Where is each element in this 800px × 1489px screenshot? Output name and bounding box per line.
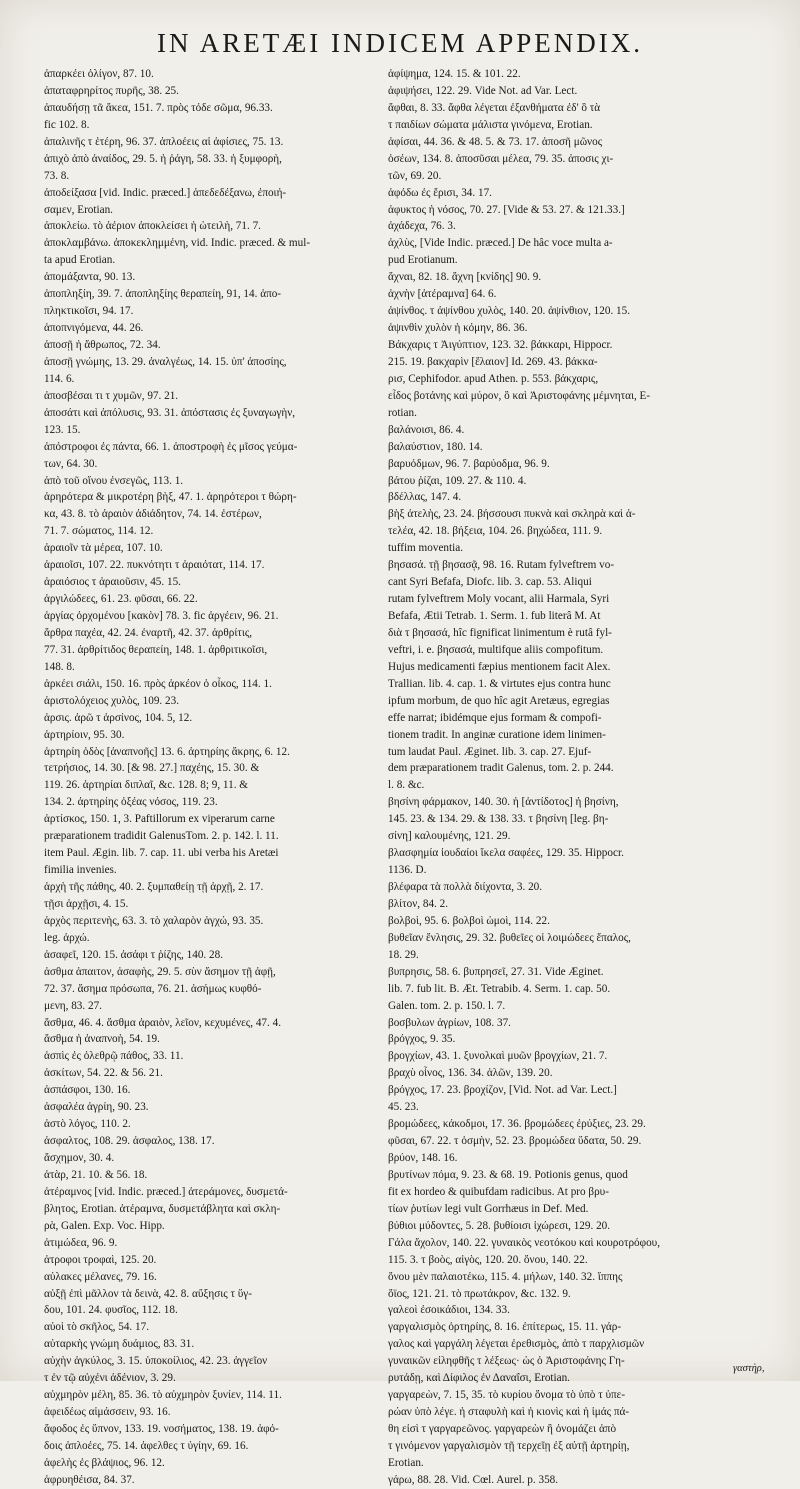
index-line: ἀποκλαμβάνω. ἀποκεκλημμένη, vid. Indic. præced. & mul- xyxy=(44,237,311,250)
index-line: ἀραιοῖσι, 107. 22. πυκνότητι τ ἀραιότατ, 114. 17. xyxy=(44,559,265,572)
index-line: ἀστὸ λόγος, 110. 2. xyxy=(44,1118,131,1131)
index-line: 114. 6. xyxy=(44,372,75,385)
index-line: τ παιδίων σώματα μάλιστα γινόμενα, Erotian. xyxy=(388,118,593,131)
index-line: veftri, i. e. βησασά, multifque aliis compofitum. xyxy=(388,643,604,656)
index-line: ἀχάδεχα, 76. 3. xyxy=(388,220,456,233)
index-line: βὴξ ἀτελὴς, 23. 24. βήσσουσι πυκνὰ καὶ σκληρὰ καὶ ἀ- xyxy=(388,508,636,521)
index-line: δοις ἀπλοέες, 75. 14. ἀφελθες τ ὑγίην, 69. 16. xyxy=(44,1439,249,1452)
index-line: fic 102. 8. xyxy=(44,118,90,131)
index-line: l. 8. &c. xyxy=(388,779,425,792)
index-line: ὀσέων, 134. 8. ἀποσῦσαι μέλεα, 79. 35. ἀποσις χι- xyxy=(388,152,614,165)
page-title: IN ARETÆI INDICEM APPENDIX. xyxy=(157,28,643,58)
index-line: γαλεοὶ ἐσοικάδιοι, 134. 33. xyxy=(388,1304,510,1317)
index-line: 73. 8. xyxy=(44,169,70,182)
index-line: γαργαρεὼν, 7. 15, 35. τὸ κυρίου ὄνομα τὸ ὑπὸ τ ὑπε- xyxy=(388,1389,626,1402)
index-line: ἀπιχὸ ἀπὸ ἀναίδος, 29. 5. ἡ ῥάγη, 58. 33. ἡ ξυμφορὴ, xyxy=(44,152,282,165)
index-line: ἀποσῇ ἡ ἄθρωπος, 72. 34. xyxy=(44,339,161,351)
catchword: γαστὴρ, xyxy=(733,1363,765,1374)
index-line: Befafa, Ætii Tetrab. 1. Serm. 1. fub literâ M. At xyxy=(388,610,601,622)
index-line: γαργαλισμὸς ὀρτηρίης, 8. 16. ἐπίτερως, 15. 11. γάρ- xyxy=(388,1321,622,1334)
index-line: ἀποσβέσαι τι τ χυμῶν, 97. 21. xyxy=(44,389,179,402)
index-line: effe narrat; ibidémque ejus formam & compofi- xyxy=(388,711,602,724)
index-line: 18. 29. xyxy=(388,948,419,961)
index-line: ἀτροφοι τροφαὶ, 125. 20. xyxy=(44,1253,157,1266)
index-line: φῦσαι, 67. 22. τ ὀσμὴν, 52. 23. βρομώδεα ὕδατα, 50. 29. xyxy=(388,1135,642,1148)
index-line: ἀρχὴ τῆς πάθης, 40. 2. ξυμπαθείῃ τῇ ἀρχῇ, 2. 17. xyxy=(44,881,264,893)
index-line: ἄχναι, 82. 18. ἄχνη [κνίδης] 90. 9. xyxy=(388,271,542,284)
index-line: tuffim moventia. xyxy=(388,542,463,555)
index-line: 148. 8. xyxy=(44,660,75,673)
index-line: βλίτον, 84. 2. xyxy=(388,897,449,910)
index-line: ἀργιλώδεες, 61. 23. φῦσαι, 66. 22. xyxy=(44,593,198,606)
index-line: ἀπὸ τοῦ οἴνου ἐνσεγῶς, 113. 1. xyxy=(44,474,184,487)
index-line: 115. 3. τ βοὸς, αἰγὸς, 120. 20. ὄνου, 140. 22. xyxy=(388,1253,588,1266)
index-line: βαλάνοισι, 86. 4. xyxy=(388,423,465,436)
index-line: ἀρτίσκος, 150. 1, 3. Paftillorum ex viperarum carne xyxy=(44,813,275,826)
index-line: ἀποπνιγόμενα, 44. 26. xyxy=(44,322,144,335)
index-line: ipfum morbum, de quo hîc agit Aretæus, egregias xyxy=(388,694,610,707)
index-line: τίων ῥυτίων legi vult Gorrhæus in Def. Med. xyxy=(388,1202,589,1215)
index-line: ρὰ, Galen. Exp. Voc. Hipp. xyxy=(44,1219,165,1232)
index-line: Trallian. lib. 4. cap. 1. & virtutes ejus contra hunc xyxy=(388,677,611,690)
index-line: βυπρησις, 58. 6. βυπρησεῖ, 27. 31. Vide Æginet. xyxy=(388,965,604,978)
index-line: 77. 31. ἀρθρίτιδος θεραπείη, 148. 1. ἀρθριτικοῖσι, xyxy=(44,643,268,656)
index-line: βρόγχος, 9. 35. xyxy=(388,1033,456,1046)
index-line: βολβοὶ, 95. 6. βολβοὶ ὠμοὶ, 114. 22. xyxy=(388,914,550,927)
index-line: ἀφυκτος ἡ νόσος, 70. 27. [Vide & 53. 27. & 121.33.] xyxy=(388,203,625,216)
index-line: τετρήσιος, 14. 30. [& 98. 27.] παχέης, 15. 30. & xyxy=(44,762,260,775)
index-line: βαλαύστιον, 180. 14. xyxy=(388,440,483,453)
index-line: βάτου ῥίζαι, 109. 27. & 110. 4. xyxy=(388,474,527,487)
right-column xyxy=(388,66,760,1489)
index-line: ρισ, Cephifodor. apud Athen. p. 553. βάκχαρις, xyxy=(388,372,599,385)
index-line: dem præparationem tradit Galenus, tom. 2. p. 244. xyxy=(388,762,614,775)
index-line: 1136. D. xyxy=(388,864,427,877)
index-line: ἀτὰρ, 21. 10. & 56. 18. xyxy=(44,1168,148,1181)
index-line: βρομώδεες, κάκοδμοι, 17. 36. βρομώδεες ἐρύξιες, 23. 29. xyxy=(388,1118,646,1131)
index-line: ἀφίσαι, 44. 36. & 48. 5. & 73. 17. ἀποσῆ μῶνος xyxy=(388,135,603,148)
index-line: 145. 23. & 134. 29. & 138. 33. τ βησίνη [leg. βη- xyxy=(388,813,609,826)
index-line: αὐξῇ ἐπὶ μᾶλλον τὰ δεινὰ, 42. 8. αὔξησις τ ὕγ- xyxy=(44,1287,252,1300)
index-line: fimilia invenies. xyxy=(44,864,117,877)
index-line: δου, 101. 24. φυσῖος, 112. 18. xyxy=(44,1304,178,1317)
index-line: βησίνη φάρμακον, 140. 30. ἡ [ἀντίδοτος] ἡ βησίνη, xyxy=(388,796,619,809)
index-line: ἄφοδος ἐς ὕπνον, 133. 19. νοσήματος, 138. 19. ἀφό- xyxy=(44,1423,279,1435)
index-line: ἀφρυηθέισα, 84. 37. xyxy=(44,1473,135,1486)
index-line: βοσβυλων ἀγρίων, 108. 37. xyxy=(388,1016,511,1029)
index-line: ἄσχημον, 30. 4. xyxy=(44,1152,115,1164)
index-line: ἀχλὺς, [Vide Indic. præced.] De hâc voce multa a- xyxy=(388,237,613,250)
index-line: rutam fylveftrem Moly vocant, alii Harmala, Syri xyxy=(388,593,610,606)
index-line: 215. 19. βακχαρὶν [ἔλαιον] Id. 269. 43. βάκκα- xyxy=(388,355,598,368)
index-line: ἀτέραμνος [vid. Indic. præced.] ἀτεράμονες, δυσμετά- xyxy=(44,1185,288,1198)
index-line: βρογχίων, 43. 1. ξυνολκαὶ μυῶν βρογχίων, 21. 7. xyxy=(388,1050,608,1063)
index-line: ἀψινθὶν χυλὸν ἡ κόμην, 86. 36. xyxy=(388,322,528,335)
index-line: βρόγχος, 17. 23. βροχίζον, [Vid. Not. ad Var. Lect.] xyxy=(388,1084,617,1097)
index-line: ρυτάδῃ, καὶ Δίφιλος ἐν Δαναΐσι, Erotian. xyxy=(388,1372,570,1385)
left-column xyxy=(44,66,384,1489)
index-line: εἶδος βοτάνης καὶ μύρον, ὃ καὶ Ἀριστοφάνης μέμνηται, E- xyxy=(388,389,651,402)
index-line: fit ex hordeo & quibufdam radicibus. At pro βρυ- xyxy=(388,1185,609,1198)
index-line: μενη, 83. 27. xyxy=(44,999,102,1012)
index-line: γαλος καὶ γαργάλη λέγεται ἐρεθισμὸς, ἀπὸ τ παρχλισμῶν xyxy=(388,1338,645,1351)
index-line: γάρω, 88. 28. Vid. Cœl. Aurel. p. 358. xyxy=(388,1473,559,1486)
index-line: διὰ τ βησασά, hîc fignificat linimentum è rutâ fyl- xyxy=(388,626,612,639)
index-line: αὐχὴν ἀγκύλος, 3. 15. ὑποκοίλιος, 42. 23. ἀγγεῖον xyxy=(44,1355,268,1368)
index-line: ἀπαυδήσῃ τᾶ ἄκεα, 151. 7. πρὸς τόδε σῶμα, 96.33. xyxy=(44,101,273,114)
index-line: ἀπαταφρηρίτος πυρῆς, 38. 25. xyxy=(44,84,179,97)
index-line: Erotian. xyxy=(388,1456,424,1469)
index-line: τ γινόμενον γαργαλισμὸν τῇ τερχεῖῃ ἐξ αὐτῇ ἀρτηρίῃ, xyxy=(388,1439,630,1452)
index-line: ὄϊος, 121. 21. τὸ πρωτάκρον, &c. 132. 9. xyxy=(388,1287,571,1300)
index-line: ἀψίνθος. τ ἀψίνθου χυλὸς, 140. 20. ἀψίνθιον, 120. 15. xyxy=(388,305,631,318)
index-line: 123. 15. xyxy=(44,423,81,436)
index-line: leg. ἀρχώ. xyxy=(44,931,90,944)
index-line: ἀσκίτων, 54. 22. & 56. 21. xyxy=(44,1067,163,1080)
index-line: βλητος, Erotian. ἀτέραμνα, δυσμετάβλητα καὶ σκλη- xyxy=(44,1202,281,1215)
index-line: τῇσι ἀρχῇσι, 4. 15. xyxy=(44,897,129,910)
index-line: ἀποπληξίη, 39. 7. ἀποπληξίης θεραπείη, 91, 14. ἀπο- xyxy=(44,288,282,301)
index-line: βησασά. τῇ βησασᾷ, 98. 16. Rutam fylveftrem vo- xyxy=(388,559,615,572)
index-line: ἀπαλινῆς τ ἑτέρη, 96. 37. ἀπλοέεις αἱ ἀφίσιες, 75. 13. xyxy=(44,135,284,148)
index-line: βαρυόδμων, 96. 7. βαρύοδμα, 96. 9. xyxy=(388,457,550,470)
index-line: ἀφελὴς ἐς βλάψιος, 96. 12. xyxy=(44,1456,165,1469)
index-line: κα, 43. 8. τὸ ἀραιὸν ἀδιάδητον, 74. 14. ἐστέρων, xyxy=(44,508,262,521)
index-line: Galen. tom. 2. p. 150. l. 7. xyxy=(388,999,506,1012)
index-line: præparationem tradidit GalenusTom. 2. p. 142. l. 11. xyxy=(44,830,279,843)
index-line: tionem tradit. In anginæ curatione idem linimen- xyxy=(388,728,606,741)
index-line: τῶν, 69. 20. xyxy=(388,169,442,182)
index-line: θη εἰσὶ τ γαργαρεῶνος. γαργαρεὼν ἢ ὀνομάζει ἀπὸ xyxy=(388,1423,617,1435)
index-line: τελέα, 42. 18. βήξεια, 104. 26. βηχώδεα, 111. 9. xyxy=(388,525,603,538)
index-line: ἀσπὶς ἐς ὀλεθρῷ πάθος, 33. 11. xyxy=(44,1050,184,1063)
index-line: ρώαν ὑπὸ λέγε. ἡ σταφυλὴ καὶ ἡ κιονὶς καὶ ἡ ἱμάς πά- xyxy=(388,1406,630,1419)
index-line: βδέλλας, 147. 4. xyxy=(388,491,462,504)
index-line: βραχὺ οἶνος, 136. 34. ἀλῶν, 139. 20. xyxy=(388,1067,553,1080)
index-line: ἀραιόσιος τ ἀραιοῦσιν, 45. 15. xyxy=(44,576,181,589)
index-line: ta apud Erotian. xyxy=(44,254,116,267)
index-line: ὄνου μὲν παλαιοτέκω, 115. 4. μήλων, 140. 32. ἵππης xyxy=(388,1270,623,1283)
index-line: ἄσθμα, 46. 4. ἄσθμα ἀραιὸν, λεῖον, κεχυμένες, 47. 4. xyxy=(44,1016,282,1029)
index-line: ἄσθμα ἡ ἀναπνοὴ, 54. 19. xyxy=(44,1033,160,1046)
index-line: 134. 2. ἀρτηρίης ὀξέας νόσος, 119. 23. xyxy=(44,796,218,809)
index-line: πληκτικοῖσι, 94. 17. xyxy=(44,305,134,318)
index-line: ἀποσῇ γνώμης, 13. 29. ἀναλγέως, 14. 15. ὑπ' ἀποσίης, xyxy=(44,355,287,368)
index-line: ἀποκλείω. τὸ ἀέριον ἀποκλείσει ἡ ὠτειλὴ, 71. 7. xyxy=(44,220,261,233)
index-line: Βάκχαρις τ Ἀιγύπτιον, 123. 32. βάκκαρι, Hippocr. xyxy=(388,339,613,351)
index-line: βλασφημία ἰουδαίοι ἴκελα σαφέες, 129. 35. Hippocr. xyxy=(388,847,624,860)
index-line: ἀρκέει σιάλι, 150. 16. πρὸς ἀρκέον ὁ οἶκος, 114. 1. xyxy=(44,677,272,690)
index-line: cant Syri Befafa, Diofc. lib. 3. cap. 53. Aliqui xyxy=(388,576,592,589)
index-line: ἀραιοῖν τὰ μέρεα, 107. 10. xyxy=(44,542,163,555)
index-line: ἀριστολόχειος χυλὸς, 109. 23. xyxy=(44,694,179,707)
index-line: ἀρχὸς περιτενὴς, 63. 3. τὸ χαλαρὸν ἀγχώ, 93. 35. xyxy=(44,914,264,927)
index-line: ἀσφαλέα ἀγρίη, 90. 23. xyxy=(44,1101,149,1114)
index-line: βρυτίνων πόμα, 9. 23. & 68. 19. Potionis genus, quod xyxy=(388,1168,628,1181)
index-line: ἀσπάσφοι, 130. 16. xyxy=(44,1084,131,1097)
index-line: 71. 7. σώματος, 114. 12. xyxy=(44,525,154,538)
index-line: των, 64. 30. xyxy=(44,457,98,470)
index-line: 45. 23. xyxy=(388,1101,419,1114)
index-line: αὐλακες μέλανες, 79. 16. xyxy=(44,1270,157,1283)
index-line: ἀποδείξασα [vid. Indic. præced.] ἀπεδεδέξανω, ἐποιή- xyxy=(44,186,287,199)
index-line: βύθιοι μύδοντες, 5. 28. βυθίοισι ἰχώρεσι, 129. 20. xyxy=(388,1219,611,1232)
index-line: ἀρηρότερα & μικροτέρη βὴξ, 47. 1. ἀρηρότεροι τ θώρη- xyxy=(44,491,297,504)
index-line: ἀφειδέως αἱμάσσειν, 93. 16. xyxy=(44,1406,171,1419)
index-line: ἄφθαι, 8. 33. ἄφθα λέγεται ἐξανθήματα ἐδ' ὃ τὰ xyxy=(388,101,601,114)
index-line: ἀσθμα ἀπαιτον, ἀσαφὴς, 29. 5. σὺν ἄσημον τῇ ἀφῇ, xyxy=(44,965,276,978)
index-line: ἀσφαλτος, 108. 29. ἀσφαλος, 138. 17. xyxy=(44,1135,215,1148)
index-line: σίνη] καλουμένης, 121. 29. xyxy=(388,830,511,843)
index-line: αὐοὶ τὸ σκῆλος, 54. 17. xyxy=(44,1321,150,1334)
index-line: ἄρθρα παχέα, 42. 24. ἐναρτῆ, 42. 37. ἀρθρίτις, xyxy=(44,626,253,639)
index-line: 72. 37. ἄσημα πρόσωπα, 76. 21. ἀσήμως κυφθό- xyxy=(44,982,262,995)
index-line: ἀσαφεῖ, 120. 15. ἀσάφι τ ῥίζης, 140. 28. xyxy=(44,948,223,961)
index-line: ἀργίας ὀρχομένου [κακὸν] 78. 3. fic ἀργέειν, 96. 21. xyxy=(44,610,279,622)
index-line: ἀπομάξαντα, 90. 13. xyxy=(44,271,136,284)
index-line: ἀρτηρίη ὁδὸς [ἀναπνοῆς] 13. 6. ἀρτηρίης ἄκρης, 6. 12. xyxy=(44,745,290,758)
index-line: tum laudat Paul. Æginet. lib. 3. cap. 27. Ejuf- xyxy=(388,745,592,758)
index-line: αὐχμηρὸν μέλη, 85. 36. τὸ αὐχμηρὸν ξυνίεν, 114. 11. xyxy=(44,1389,282,1402)
index-line: 119. 26. ἀρτηρίαι διπλαῖ, &c. 128. 8; 9, 11. & xyxy=(44,779,249,792)
index-line: ἀχνὴν [ἀτέραμνα] 64. 6. xyxy=(388,288,497,301)
index-line: ἀφιψήσει, 122. 29. Vide Not. ad Var. Lect. xyxy=(388,84,578,97)
index-line: βρύον, 148. 16. xyxy=(388,1152,458,1164)
index-line: ἀφίψημα, 124. 15. & 101. 22. xyxy=(388,68,521,80)
index-line: βυθεῖαν ἔνλησις, 29. 32. βυθεῖες οἱ λοιμώδεες ἕπαλος, xyxy=(388,931,631,944)
index-line: lib. 7. fub lit. B. Æt. Tetrabib. 4. Serm. 1. cap. 50. xyxy=(388,982,611,995)
index-line: Γάλα ἄχολον, 140. 22. γυναικὸς νεοτόκου καὶ κουροτρόφου, xyxy=(388,1236,661,1249)
index-line: ἀπαρκέει ὀλίγον, 87. 10. xyxy=(44,68,154,80)
index-line: ἀρτηρίοιν, 95. 30. xyxy=(44,728,125,741)
index-line: ἀφόδω ἐς ἔρισι, 34. 17. xyxy=(388,186,492,199)
index-line: ἀποσάτι καὶ ἀπόλυσις, 93. 31. ἀπόστασις ἐς ξυναγωγὴν, xyxy=(44,406,296,419)
index-line: ἀπόστροφοι ἐς πάντα, 66. 1. ἀποστροφὴ ἐς μῖσος γεύμα- xyxy=(44,440,298,453)
index-line: rotian. xyxy=(388,406,417,419)
index-line: γυναικῶν εἰληφθῆς τ λέξεως· ὡς ὁ Ἀριστοφάνης Γη- xyxy=(388,1355,625,1368)
index-line: τ ἐν τῷ αὐχένι ἀδένιον, 3. 29. xyxy=(44,1372,176,1385)
index-line: αὐταρκὴς γνώμη δυάμιος, 83. 31. xyxy=(44,1338,195,1351)
index-line: ἀτιμώδεα, 96. 9. xyxy=(44,1236,118,1249)
index-line: σαμεν, Erotian. xyxy=(44,203,113,216)
index-line: pud Erotianum. xyxy=(388,254,458,267)
index-line: item Paul. Ægin. lib. 7. cap. 11. ubi verba his Aretæi xyxy=(44,847,279,860)
index-line: Hujus medicamenti fæpius mentionem facit Alex. xyxy=(388,660,611,673)
index-line: ἀρσις. ἀρῶ τ ἀρσίνος, 104. 5, 12. xyxy=(44,711,193,724)
index-line: βλέφαρα τὰ πολλὰ διίχοντα, 3. 20. xyxy=(388,881,543,893)
